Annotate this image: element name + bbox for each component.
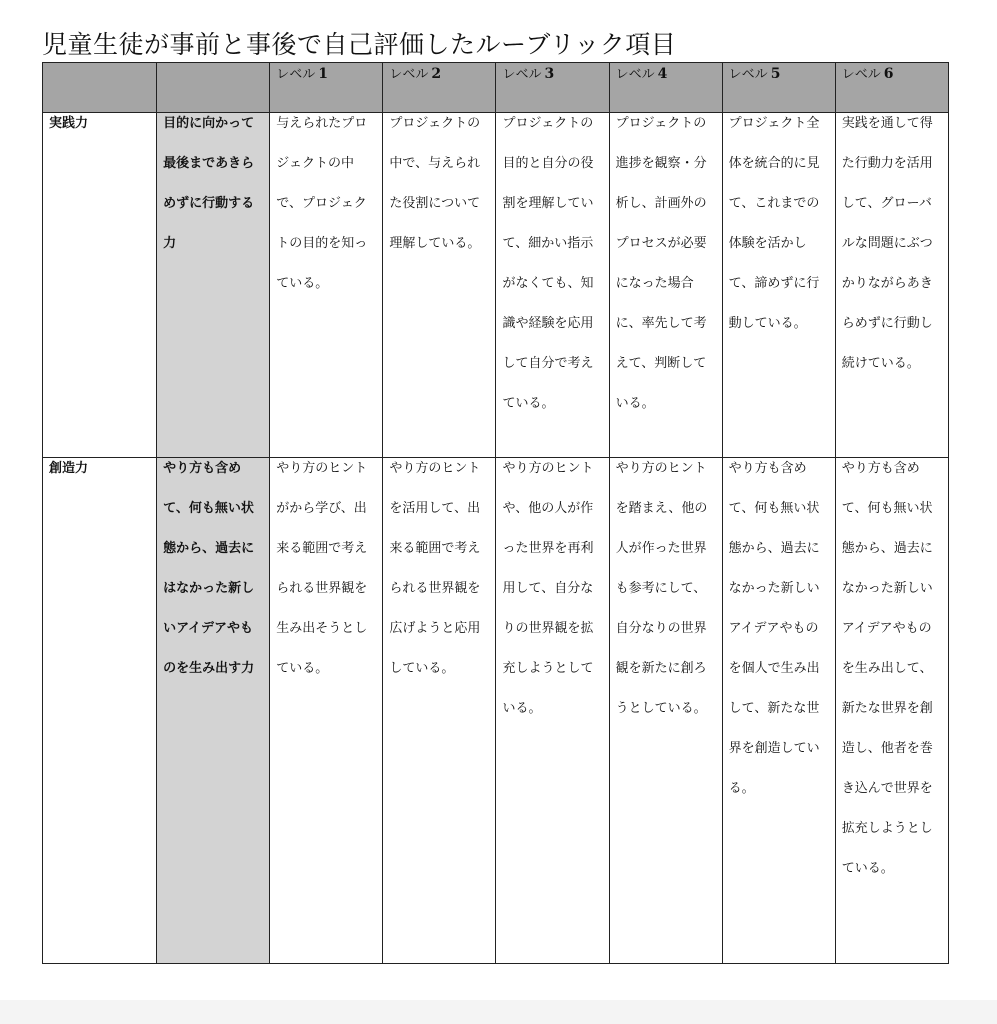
level-cell-4 <box>609 113 722 458</box>
level-prefix: レベル <box>615 67 655 82</box>
level-description: プロジェクトの進捗を観察・分析し、計画外のプロセスが必要になった場合に、率先して考えて、判断している。 <box>615 116 707 411</box>
category-cell <box>43 113 157 458</box>
rubric-table <box>42 62 949 964</box>
level-cell-3 <box>496 458 609 964</box>
level-number: 2 <box>431 66 442 82</box>
level-prefix: レベル <box>389 67 429 82</box>
definition-text: やり方も含めて、何も無い状態から、過去にはなかった新しいアイデアやものを生み出す力 <box>163 461 255 676</box>
table-row-creativity <box>43 458 949 964</box>
definition-cell <box>157 458 270 964</box>
level-prefix: レベル <box>502 67 542 82</box>
level-number: 1 <box>318 66 328 82</box>
level-description: プロジェクト全体を統合的に見て、これまでの体験を活かして、諦めずに行動している。 <box>728 116 820 331</box>
level-cell-3 <box>496 113 609 458</box>
definition-text: 目的に向かって最後まであきらめずに行動する力 <box>163 116 255 251</box>
category-label: 創造力 <box>49 461 89 476</box>
level-number: 4 <box>657 66 668 82</box>
level-description: やり方も含めて、何も無い状態から、過去になかった新しいアイデアやものを生み出して、新たな世界を創造し、他者を巻き込んで世界を拡充しようとしている。 <box>841 461 933 876</box>
definition-cell <box>157 113 270 458</box>
level-cell-1 <box>270 458 383 964</box>
level-description: やり方のヒントがから学び、出来る範囲で考えられる世界観を生み出そうとしている。 <box>276 461 368 676</box>
level-cell-5 <box>722 458 835 964</box>
table-row-practical-skill <box>43 113 949 458</box>
level-cell-5 <box>722 113 835 458</box>
page-title: 児童生徒が事前と事後で自己評価したルーブリック項目 <box>42 30 677 59</box>
level-description: 与えられたプロジェクトの中で、プロジェクトの目的を知っている。 <box>276 116 368 291</box>
level-description: プロジェクトの中で、与えられた役割について理解している。 <box>389 116 481 251</box>
level-prefix: レベル <box>841 67 881 82</box>
page-bottom-band <box>0 1000 997 1024</box>
level-number: 5 <box>770 66 781 82</box>
level-description: やり方のヒントや、他の人が作った世界を再利用して、自分なりの世界観を拡充しようとしている。 <box>502 461 594 716</box>
category-label: 実践力 <box>49 116 89 131</box>
level-cell-1 <box>270 113 383 458</box>
level-description: やり方のヒントを活用して、出来る範囲で考えられる世界観を広げようと応用している。 <box>389 461 481 676</box>
level-cell-4 <box>609 458 722 964</box>
category-cell <box>43 458 157 964</box>
level-prefix: レベル <box>728 67 768 82</box>
level-description: 実践を通して得た行動力を活用して、グローバルな問題にぶつかりながらあきらめずに行動し続けている。 <box>841 116 933 371</box>
level-cell-2 <box>383 113 496 458</box>
level-number: 3 <box>544 66 555 82</box>
level-cell-6 <box>835 458 948 964</box>
level-cell-2 <box>383 458 496 964</box>
level-number: 6 <box>883 66 894 82</box>
level-description: プロジェクトの目的と自分の役割を理解していて、細かい指示がなくても、知識や経験を応用して自分で考えている。 <box>502 116 594 411</box>
level-prefix: レベル <box>276 67 316 82</box>
level-description: やり方も含めて、何も無い状態から、過去になかった新しいアイデアやものを個人で生み出して、新たな世界を創造している。 <box>728 461 820 796</box>
level-description: やり方のヒントを踏まえ、他の人が作った世界も参考にして、自分なりの世界観を新たに創ろうとしている。 <box>615 461 708 716</box>
level-cell-6 <box>835 113 948 458</box>
